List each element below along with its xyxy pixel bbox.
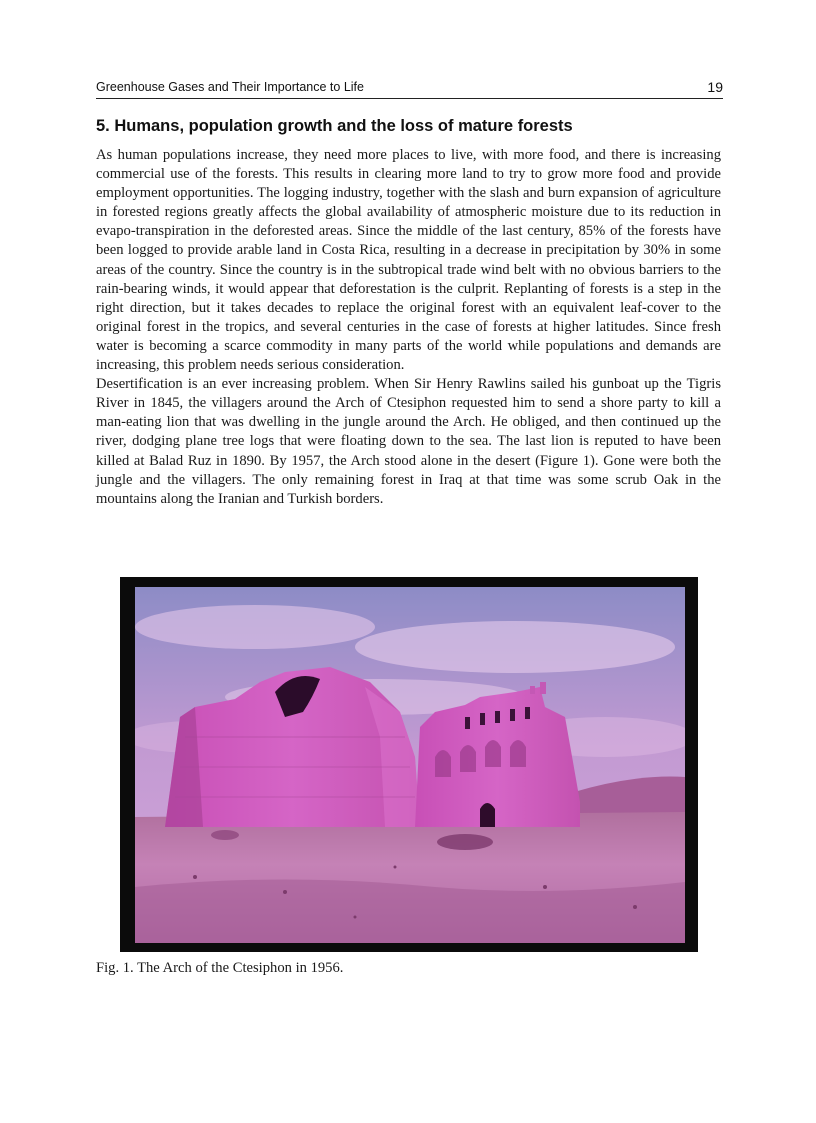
- paragraph-deforestation: As human populations increase, they need more places to live, with more food, and there is increasing commercial use of the forests. This results in clearing more land to try to grow more food and provide employment opportunities. The logging industry, together with the slash and burn expansion of agriculture in forested regions greatly affects the global availability of atmospheric moisture due to its reduction in evapo-transpiration in the deforested areas. Since the middle of the last century, 85% of the forests have been logged to provide arable land in Costa Rica, resulting in a decrease in precipitation by 30% in some areas of the country. Since the country is in the subtropical trade wind belt with no obvious barriers to the rain-bearing winds, it would appear that deforestation is the culprit. Replanting of forests is a step in the right direction, but it takes decades to replace the original forest with an equivalent leaf-cover to the original forest in the tropics, and several centuries in the case of forests at higher latitudes. Since fresh water is becoming a scarce commodity in many parts of the world while populations and demands are increasing, this problem needs serious consideration.: [96, 147, 721, 374]
- running-header: [96, 80, 723, 99]
- page-number: 19: [707, 79, 723, 95]
- paragraph-desertification: Desertification is an ever increasing problem. When Sir Henry Rawlins sailed his gunboat up the Tigris River in 1845, the villagers around the Arch of Ctesiphon requested him to send a shore party to kill a man-eating lion that was dwelling in the jungle around the Arch. He obliged, and then continued up the river, dodging plane tree logs that were floating down to the sea. The last lion is reputed to have been killed at Balad Ruz in 1890. By 1957, the Arch stood alone in the desert (Figure 1). Gone were both the jungle and the villagers. The only remaining forest in Iraq at that time was some scrub Oak in the mountains along the Iranian and Turkish borders.: [96, 376, 721, 507]
- running-title: Greenhouse Gases and Their Importance to Life: [96, 80, 364, 94]
- body-text: [96, 146, 721, 509]
- figure-1: [120, 577, 698, 952]
- arch-of-ctesiphon-photo: [135, 587, 685, 943]
- figure-caption: Fig. 1. The Arch of the Ctesiphon in 1956.: [96, 960, 344, 976]
- section-heading: 5. Humans, population growth and the loss of mature forests: [96, 117, 573, 135]
